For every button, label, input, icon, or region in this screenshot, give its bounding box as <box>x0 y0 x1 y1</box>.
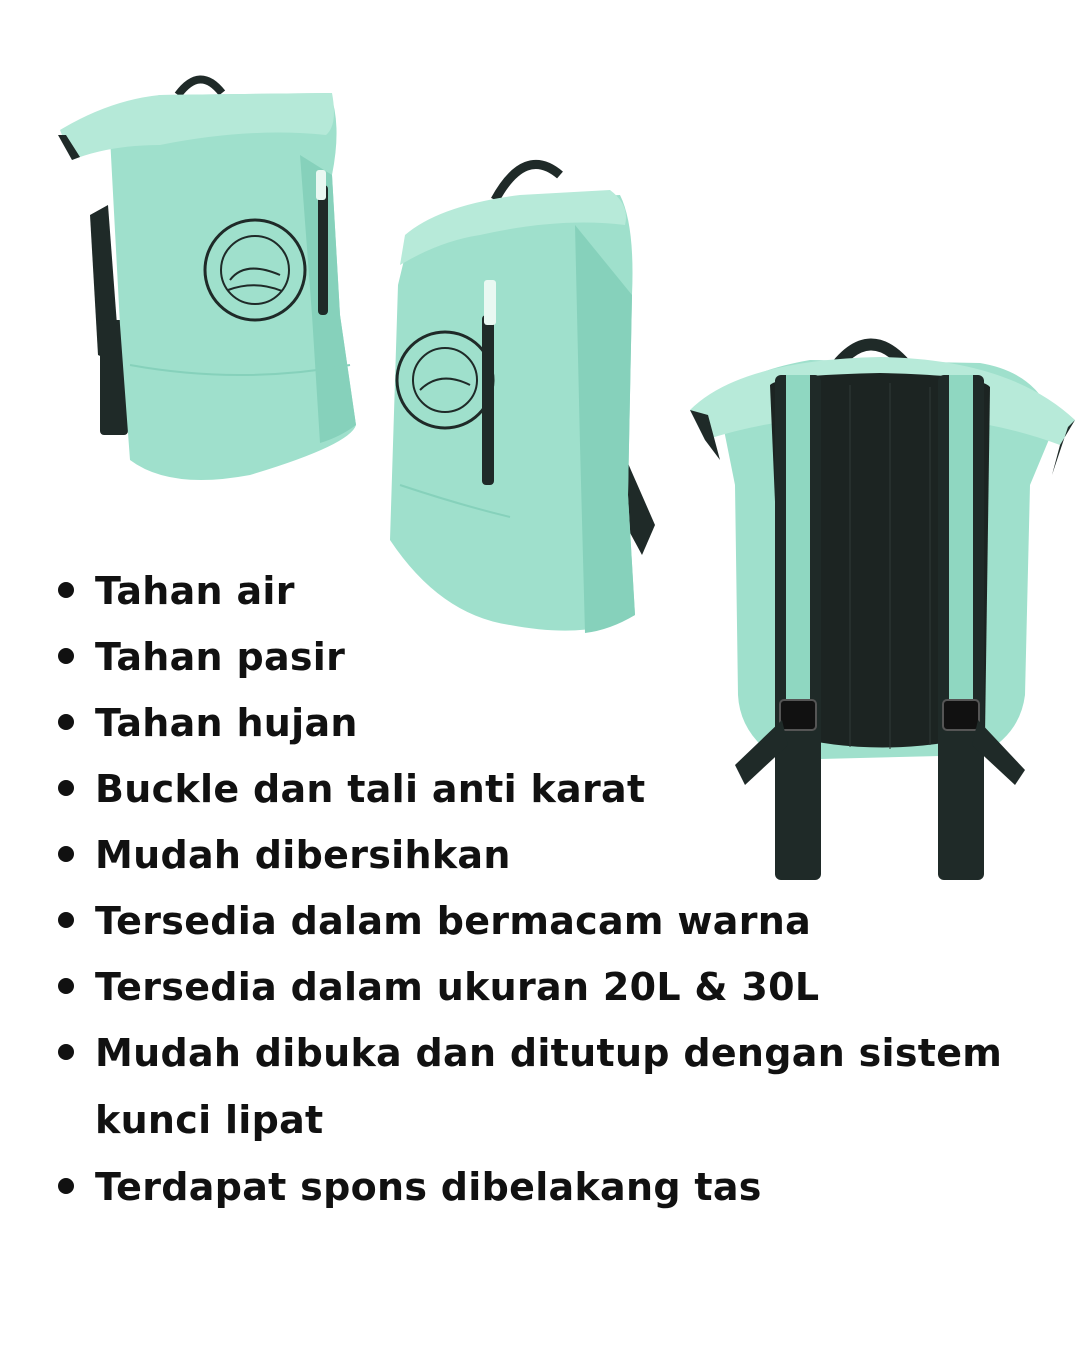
feature-text: Tersedia dalam bermacam warna <box>95 899 812 943</box>
feature-item <box>58 822 1058 888</box>
feature-item <box>58 954 1058 1020</box>
seminyak-backpack-image <box>50 65 370 495</box>
bullet-icon <box>58 1178 74 1194</box>
feature-item <box>58 624 1058 690</box>
feature-item <box>58 1154 1058 1220</box>
bullet-icon <box>58 912 74 928</box>
feature-text: Mudah dibuka dan ditutup dengan sistem kunci lipat <box>95 1031 1003 1142</box>
feature-text: Terdapat spons dibelakang tas <box>95 1165 762 1209</box>
feature-text: Tahan air <box>95 569 295 613</box>
feature-item <box>58 558 1058 624</box>
feature-text: Mudah dibersihkan <box>95 833 511 877</box>
feature-list <box>58 558 1058 1220</box>
feature-text: Buckle dan tali anti karat <box>95 767 646 811</box>
feature-text: Tahan hujan <box>95 701 358 745</box>
bullet-icon <box>58 1044 74 1060</box>
feature-item <box>58 1020 1035 1154</box>
feature-text: Tahan pasir <box>95 635 346 679</box>
bullet-icon <box>58 714 74 730</box>
bullet-icon <box>58 780 74 796</box>
bullet-icon <box>58 978 74 994</box>
bullet-icon <box>58 582 74 598</box>
bullet-icon <box>58 846 74 862</box>
feature-text: Tersedia dalam ukuran 20L & 30L <box>95 965 820 1009</box>
feature-item <box>58 756 1058 822</box>
feature-item <box>58 888 1058 954</box>
feature-item <box>58 690 1058 756</box>
bullet-icon <box>58 648 74 664</box>
